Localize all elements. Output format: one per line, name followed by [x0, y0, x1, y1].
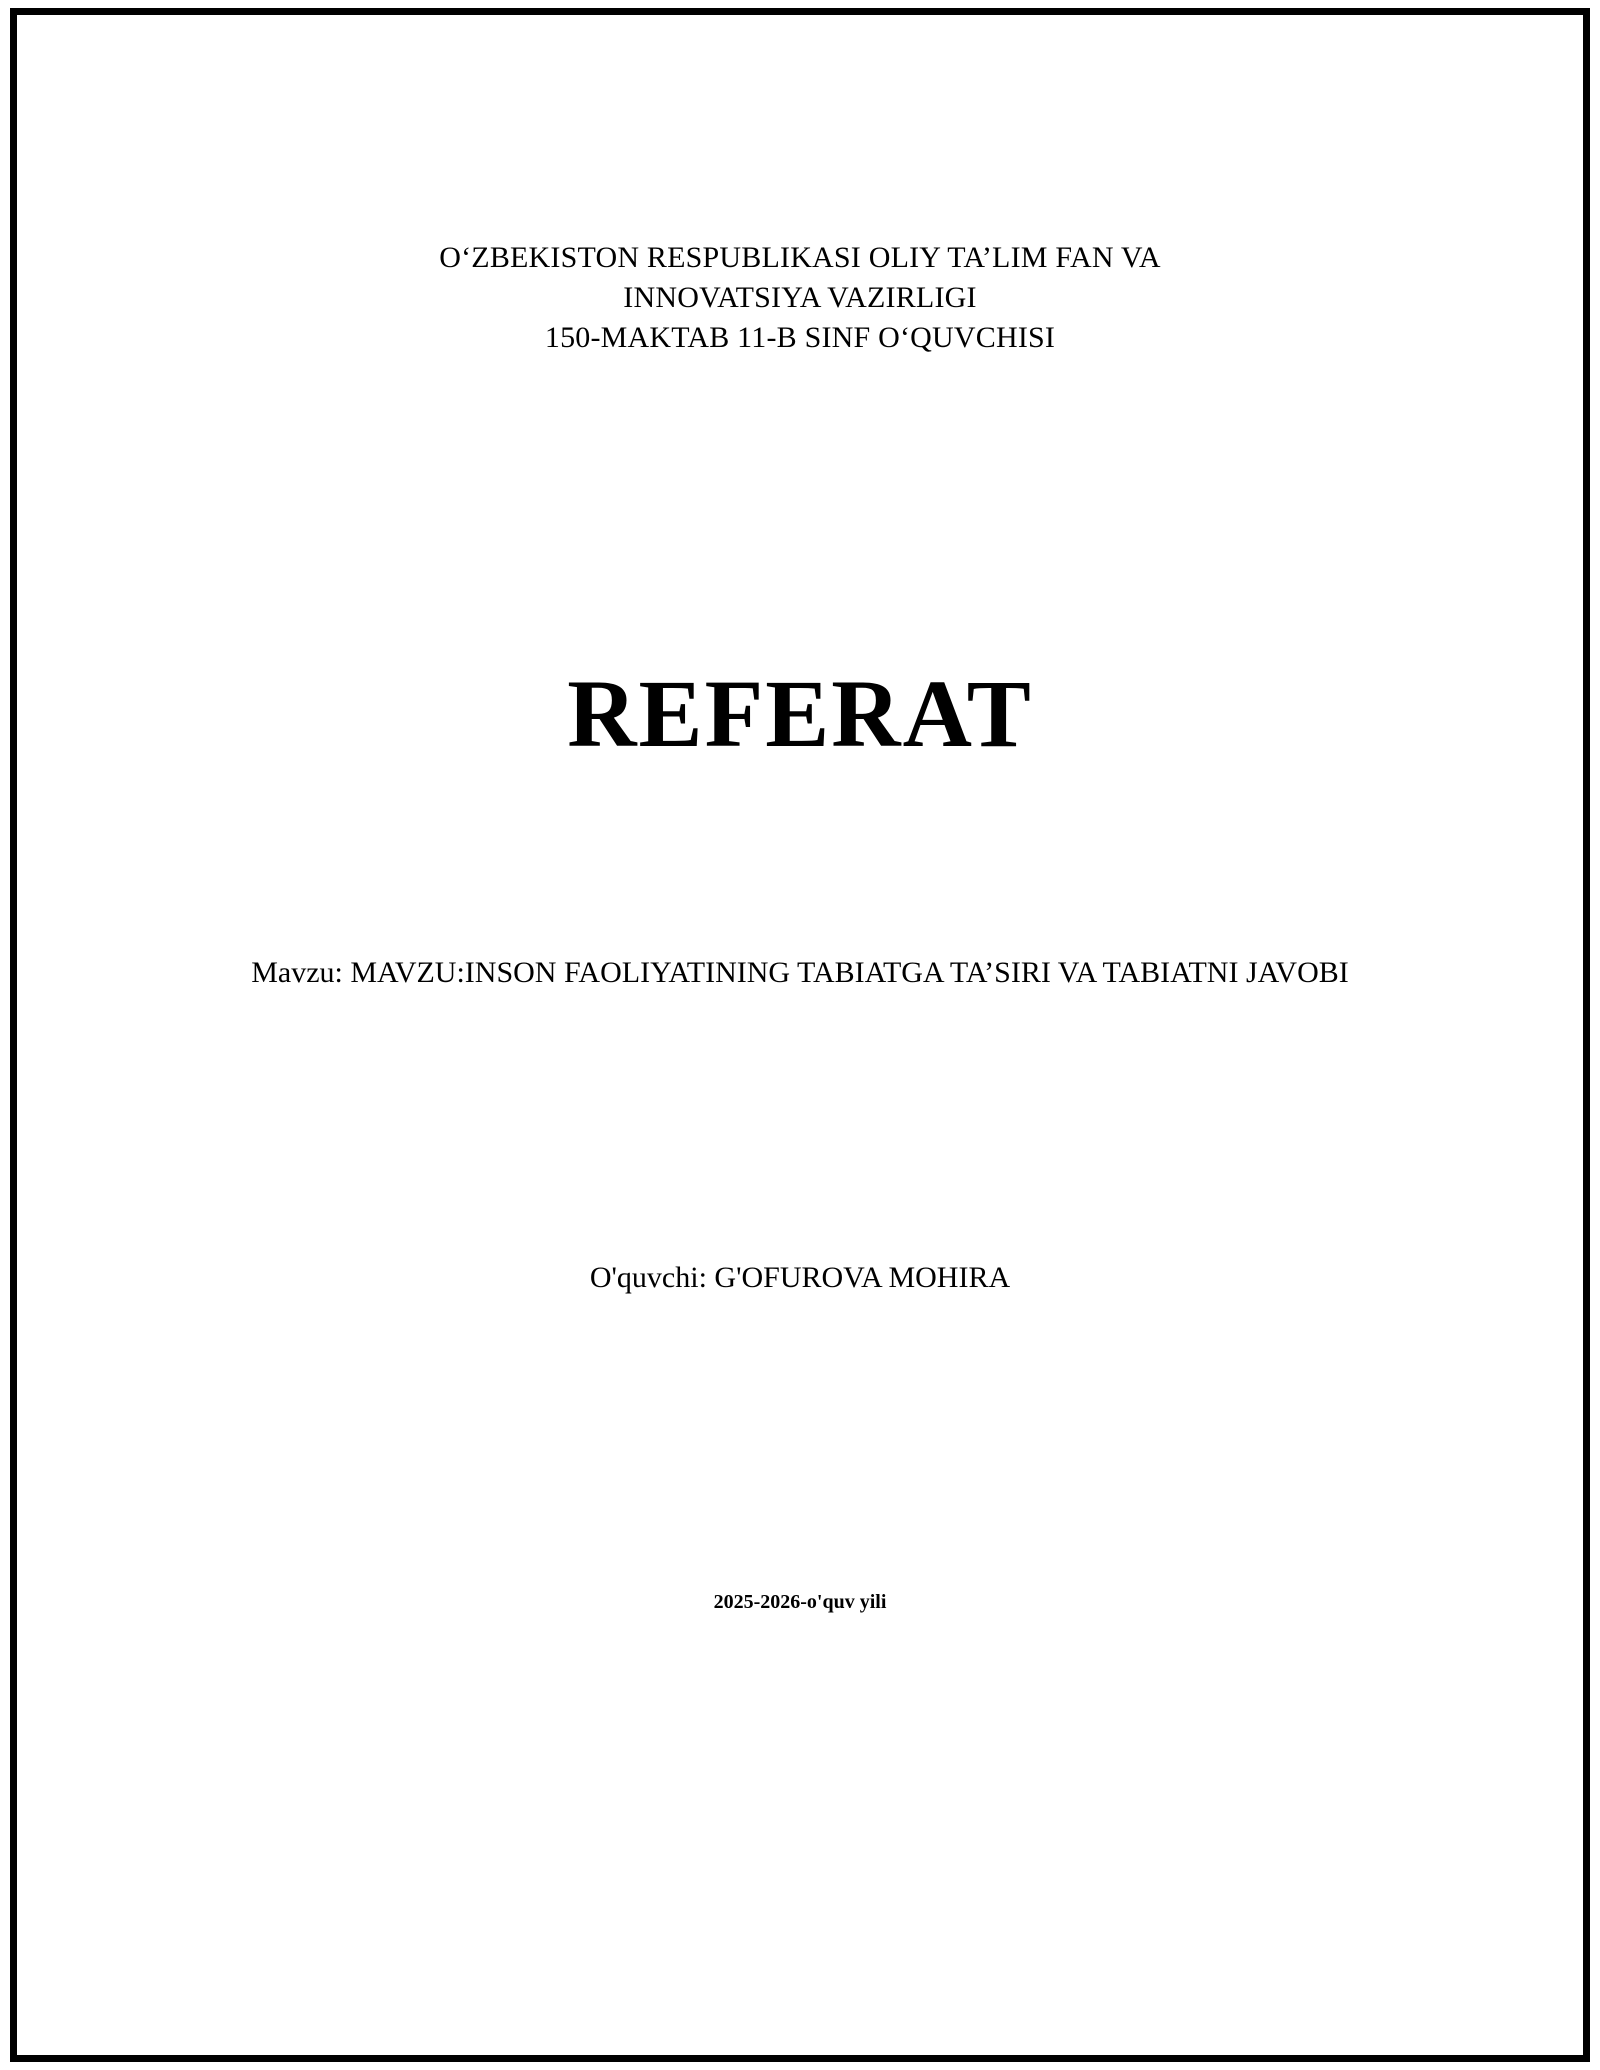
topic-line: Mavzu: MAVZU:INSON FAOLIYATINING TABIATGA TA’SIRI VA TABIATNI JAVOBI [251, 956, 1349, 990]
institution-header [142, 238, 1458, 359]
author-line: O'quvchi: G'OFUROVA MOHIRA [589, 1260, 1011, 1294]
institution-line-2: INNOVATSIYA VAZIRLIGI [623, 281, 977, 315]
institution-line-3: 150-MAKTAB 11-B SINF O‘QUVCHISI [544, 321, 1056, 355]
academic-year-line: 2025-2026-o'quv yili [713, 1590, 887, 1613]
institution-line-1: O‘ZBEKISTON RESPUBLIKASI OLIY TA’LIM FAN VA [439, 241, 1161, 274]
document-type-title: REFERAT [567, 659, 1033, 767]
title-page-content [22, 20, 1578, 2050]
